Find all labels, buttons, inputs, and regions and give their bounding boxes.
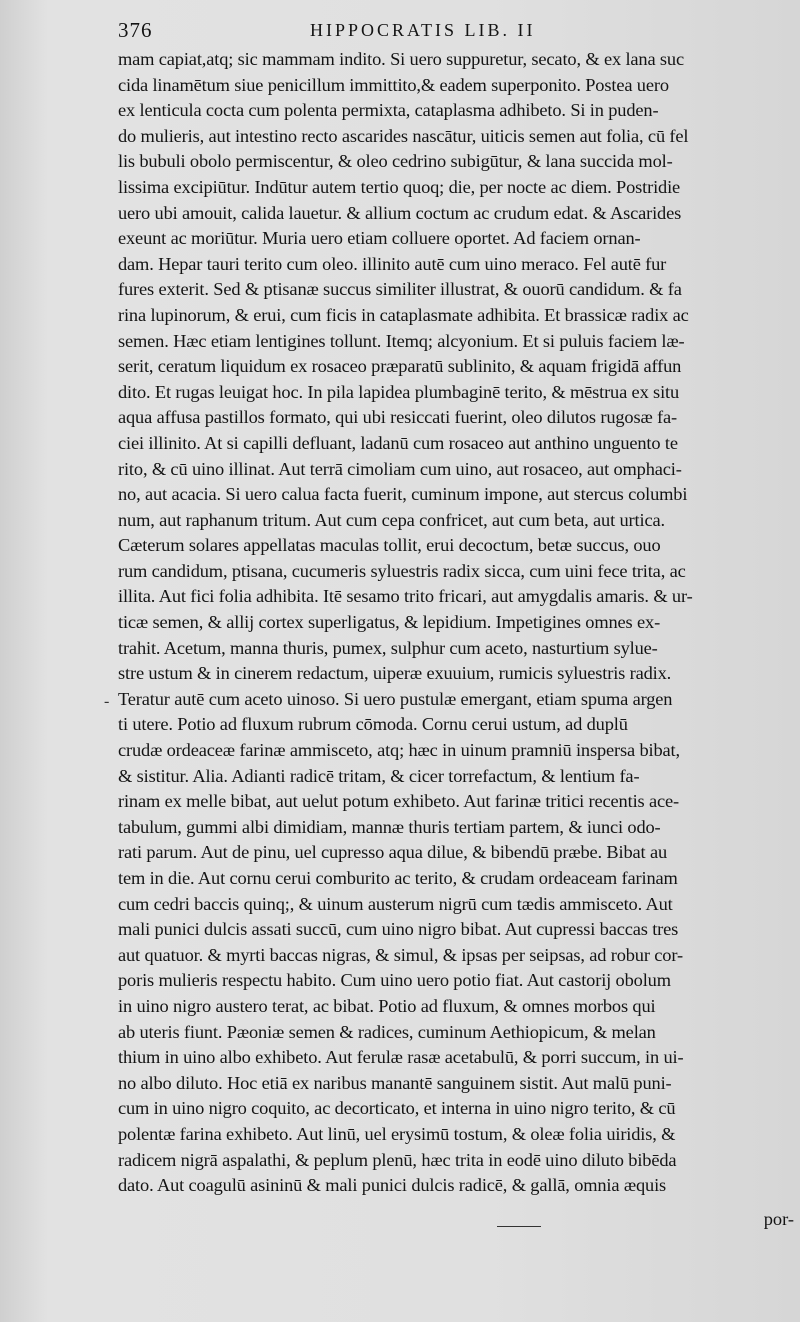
text-line: & sistitur. Alia. Adianti radicē tritam, & cicer torrefactum, & lentium fa- — [118, 765, 640, 786]
text-line: dam. Hepar tauri terito cum oleo. illinito autē cum uino meraco. Fel autē fur — [118, 253, 667, 274]
text-line: crudæ ordeaceæ farinæ ammisceto, atq; hæc in uinum pramniū inspersa bibat, — [118, 740, 680, 761]
text-line: illita. Aut fici folia adhibita. Itē sesamo trito fricari, aut amygdalis amaris. & ur- — [118, 586, 693, 607]
page-number: 376 — [118, 18, 153, 42]
text-line: no albo diluto. Hoc etiā ex naribus manantē sanguinem sistit. Aut malū puni- — [118, 1072, 672, 1093]
text-line: num, aut raphanum tritum. Aut cum cepa confricet, aut cum beta, aut urtica. — [118, 509, 665, 530]
text-line: aqua affusa pastillos formato, qui ubi resiccati fuerint, oleo dilutos rugosæ fa- — [118, 407, 678, 428]
text-line: trahit. Acetum, manna thuris, pumex, sulphur cum aceto, nasturtium sylue- — [118, 637, 658, 658]
text-line: stre ustum & in cinerem redactum, uiperæ exuuium, rumicis syluestris radix. — [118, 663, 672, 684]
text-line: cum in uino nigro coquito, ac decorticato, et interna in uino nigro terito, & cū — [118, 1098, 676, 1119]
text-line: tabulum, gummi albi dimidiam, mannæ thuris tertiam partem, & iunci odo- — [118, 816, 661, 837]
text-line: ciei illinito. At si capilli defluant, ladanū cum rosaceo aut anthino unguento te — [118, 432, 678, 453]
text-line: radicem nigrā aspalathi, & peplum plenū, hæc trita in eodē uino diluto bibēda — [118, 1149, 677, 1170]
catchword: por- — [763, 1209, 794, 1229]
printer-rule — [497, 1226, 541, 1227]
text-line: rum candidum, ptisana, cucumeris syluestris radix sicca, cum uini fece trita, ac — [118, 560, 686, 581]
text-line: poris mulieris respectu habito. Cum uino uero potio fiat. Aut castorij obolum — [118, 970, 671, 991]
text-line: semen. Hæc etiam lentigines tollunt. Itemq; alcyonium. Et si puluis faciem læ- — [118, 330, 685, 351]
text-line: no, aut acacia. Si uero calua facta fuerit, cuminum impone, aut stercus columbi — [118, 484, 688, 505]
text-line: tem in die. Aut cornu cerui comburito ac terito, & crudam ordeaceam farinam — [118, 868, 678, 888]
text-line: lis bubuli obolo permiscentur, & oleo cedrino subigūtur, & lana succida mol- — [118, 151, 673, 172]
text-line: mali punici dulcis assati succū, cum uino nigro bibat. Aut cupressi baccas tres — [118, 919, 679, 940]
text-line: uero ubi amouit, calida lauetur. & allium coctum ac crudum edat. & Ascarides — [118, 202, 682, 223]
page-header — [118, 14, 798, 44]
text-line: fures exterit. Sed & ptisanæ succus similiter illustrat, & ouorū candidum. & fa — [118, 279, 682, 300]
text-line: lissima excipiūtur. Indūtur autem tertio quoq; die, per nocte ac diem. Postridie — [118, 176, 681, 197]
text-line: mam capiat,atq; sic mammam indito. Si uero suppuretur, secato, & ex lana suc — [118, 49, 684, 69]
text-line: cida linamētum siue penicillum immittito,& eadem superponito. Postea uero — [118, 74, 669, 95]
text-line: Cæterum solares appellatas maculas tollit, erui decoctum, betæ succus, ouo — [118, 535, 661, 556]
text-line: aut quatuor. & myrti baccas nigras, & simul, & ipsas per seipsas, ad robur cor- — [118, 944, 683, 965]
text-line: do mulieris, aut intestino recto ascarides nascātur, uiticis semen aut folia, cū fel — [118, 125, 689, 146]
text-line: rito, & cū uino illinat. Aut terrā cimoliam cum uino, aut rosaceo, aut omphaci- — [118, 458, 682, 479]
text-line: dato. Aut coagulū asininū & mali punici dulcis radicē, & gallā, omnia æquis — [118, 1175, 667, 1196]
running-title: HIPPOCRATIS LIB. II — [310, 20, 536, 40]
text-line: ex lenticula cocta cum polenta permixta, cataplasma adhibeto. Si in puden- — [118, 100, 659, 121]
margin-mark: - — [104, 693, 110, 710]
text-line: dito. Et rugas leuigat hoc. In pila lapidea plumbaginē terito, & mēstrua ex situ — [118, 381, 680, 402]
text-line: ti utere. Potio ad fluxum rubrum cōmoda. Cornu cerui ustum, ad duplū — [118, 714, 628, 735]
text-line: exeunt ac moriūtur. Muria uero etiam colluere oportet. Ad faciem ornan- — [118, 228, 641, 249]
text-line: thium in uino albo exhibeto. Aut ferulæ rasæ acetabulū, & porri succum, in ui- — [118, 1047, 684, 1068]
text-line: in uino nigro austero terat, ac bibat. Potio ad fluxum, & omnes morbos qui — [118, 995, 656, 1016]
text-line: ticæ semen, & allij cortex superligatus, & lepidium. Impetigines omnes ex- — [118, 612, 661, 633]
text-line: rinam ex melle bibat, aut uelut potum exhibeto. Aut farinæ tritici recentis ace- — [118, 791, 679, 812]
text-line: rina lupinorum, & erui, cum ficis in cataplasmate adhibita. Et brassicæ radix ac — [118, 304, 689, 325]
text-line: rati parum. Aut de pinu, uel cupresso aqua dilue, & bibendū præbe. Bibat au — [118, 842, 668, 863]
text-line: cum cedri baccis quinq;, & uinum austerum nigrū cum tædis ammisceto. Aut — [118, 893, 673, 914]
text-line: polentæ farina exhibeto. Aut linū, uel erysimū tostum, & oleæ folia uiridis, & — [118, 1123, 676, 1144]
text-line: Teratur autē cum aceto uinoso. Si uero pustulæ emergant, etiam spuma argen — [118, 688, 673, 709]
body-text — [118, 47, 798, 1199]
text-line: ab uteris fiunt. Pæoniæ semen & radices, cuminum Aethiopicum, & melan — [118, 1021, 656, 1042]
text-line: serit, ceratum liquidum ex rosaceo præparatū sublinito, & aquam frigidā affun — [118, 356, 682, 377]
